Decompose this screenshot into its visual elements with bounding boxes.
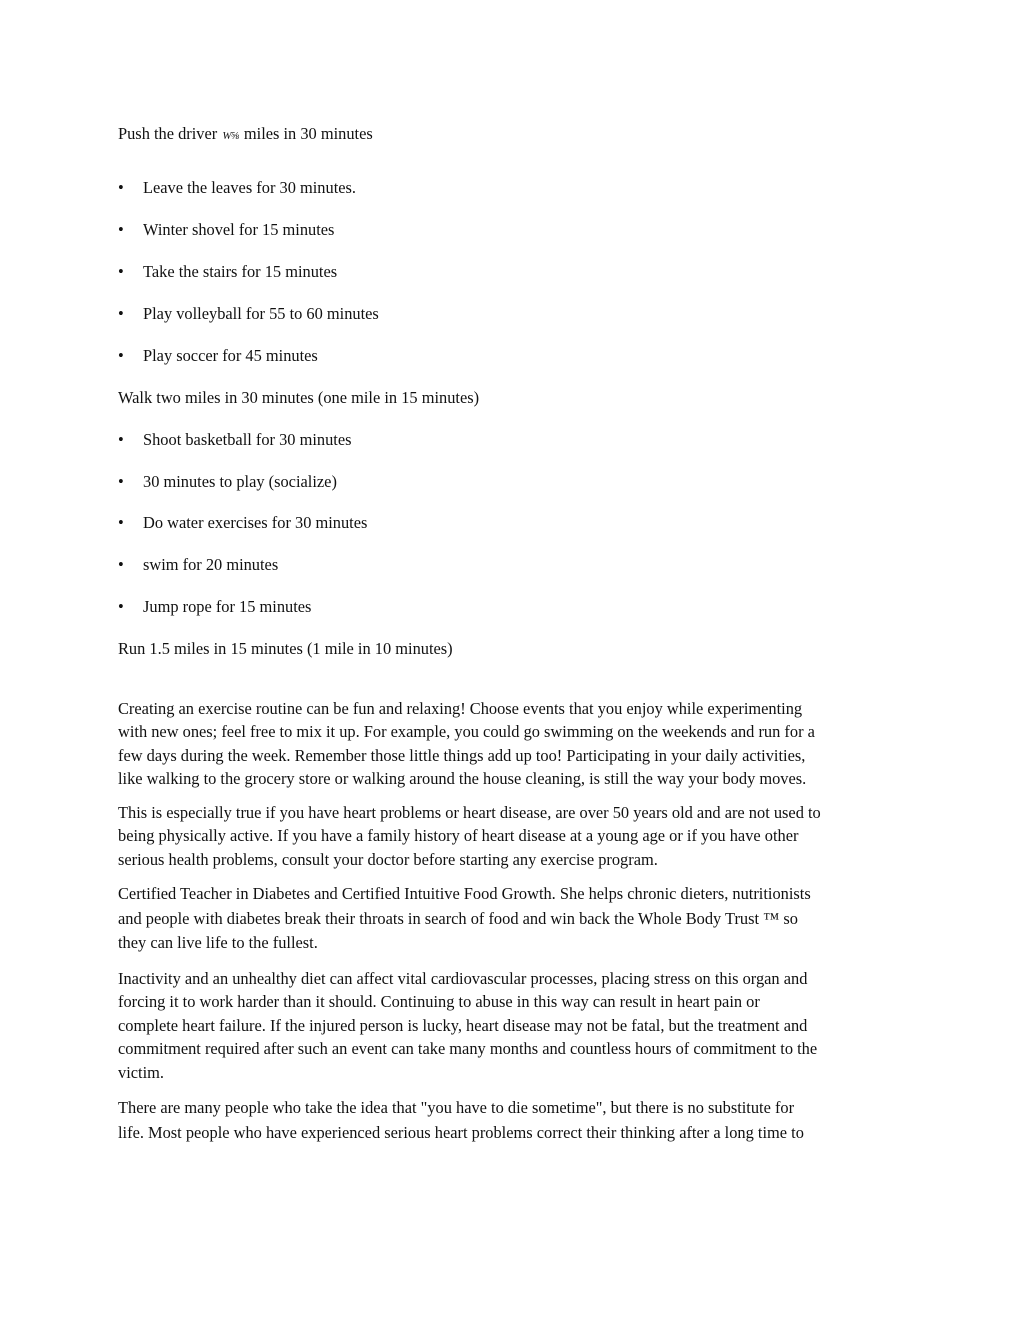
bullet-icon: • [118,555,124,574]
paragraph-line: with new ones; feel free to mix it up. For example, you could go swimming on the weekends and run for a [118,722,815,742]
paragraph-line: like walking to the grocery store or walking around the house cleaning, is still the way your body moves. [118,769,807,789]
list-item-text: Jump rope for 15 minutes [143,597,312,616]
paragraph-die-sometime [118,1095,908,1145]
paragraph-line: serious health problems, consult your doctor before starting any exercise program. [118,849,658,869]
paragraph-line: Inactivity and an unhealthy diet can affect vital cardiovascular processes, placing stress on this organ and [118,969,808,988]
list-item [118,304,379,324]
bullet-icon: • [118,262,124,281]
paragraph-inactivity [118,967,908,1084]
list-item-text: Winter shovel for 15 minutes [143,220,335,239]
paragraph-line: and people with diabetes break their throats in search of food and win back the Whole Body Trust ™ so [118,908,798,928]
paragraph-line: being physically active. If you have a family history of heart disease at a young age or if you have other [118,826,799,846]
list-item-text: 30 minutes to play (socialize) [143,472,337,491]
list-item-text: Play volleyball for 55 to 60 minutes [143,304,379,323]
list-item-text: Shoot basketball for 30 minutes [143,430,352,449]
walk-line: Walk two miles in 30 minutes (one mile in 15 minutes) [118,388,480,407]
list-item [118,430,352,450]
paragraph-heart-problems [118,801,908,871]
bullet-icon: • [118,304,124,323]
paragraph-line: they can live life to the fullest. [118,933,318,953]
bullet-icon: • [118,513,124,532]
push-driver-text-after: miles in 30 minutes [243,124,373,143]
paragraph-line: Certified Teacher in Diabetes and Certified Intuitive Food Growth. She helps chronic dieters, nutritionists [118,884,811,903]
list-item [118,513,367,533]
bullet-icon: • [118,597,124,616]
paragraph-line: few days during the week. Remember those little things add up too! Participating in your daily activities, [118,745,806,765]
push-driver-line [118,124,373,146]
list-item-text: Take the stairs for 15 minutes [143,262,338,281]
list-item-text: Leave the leaves for 30 minutes. [143,178,356,197]
push-driver-text-before: Push the driver [118,124,218,143]
garbled-glyph: W⅝ [222,130,239,142]
bullet-icon: • [118,178,124,197]
paragraph-line: life. Most people who have experienced serious heart problems correct their thinking after a long time to [118,1123,804,1142]
list-item [118,346,318,366]
run-line: Run 1.5 miles in 15 minutes (1 mile in 10 minutes) [118,639,453,658]
list-item [118,555,278,575]
bullet-icon: • [118,430,124,449]
bullet-icon: • [118,472,124,491]
paragraph-certified-teacher [118,882,908,956]
paragraph-line: commitment required after such an event can take many months and countless hours of commitment to the [118,1039,818,1059]
paragraph-exercise-routine [118,697,908,791]
list-item-text: swim for 20 minutes [143,555,279,574]
bullet-icon: • [118,346,124,365]
list-item [118,597,311,617]
paragraph-line: victim. [118,1062,164,1082]
list-item-text: Play soccer for 45 minutes [143,346,318,365]
list-item [118,178,356,198]
paragraph-line: Creating an exercise routine can be fun and relaxing! Choose events that you enjoy while experimenting [118,699,803,718]
list-item [118,220,334,240]
list-item [118,262,337,282]
paragraph-line: This is especially true if you have heart problems or heart disease, are over 50 years old and are not used to [118,803,821,822]
paragraph-line: forcing it to work harder than it should. Continuing to abuse in this way can result in heart pain or [118,992,760,1012]
list-item [118,472,337,492]
bullet-icon: • [118,220,124,239]
paragraph-line: complete heart failure. If the injured person is lucky, heart disease may not be fatal, but the treatment and [118,1015,808,1035]
list-item-text: Do water exercises for 30 minutes [143,513,368,532]
paragraph-line: There are many people who take the idea that "you have to die sometime", but there is no substitute for [118,1098,795,1117]
